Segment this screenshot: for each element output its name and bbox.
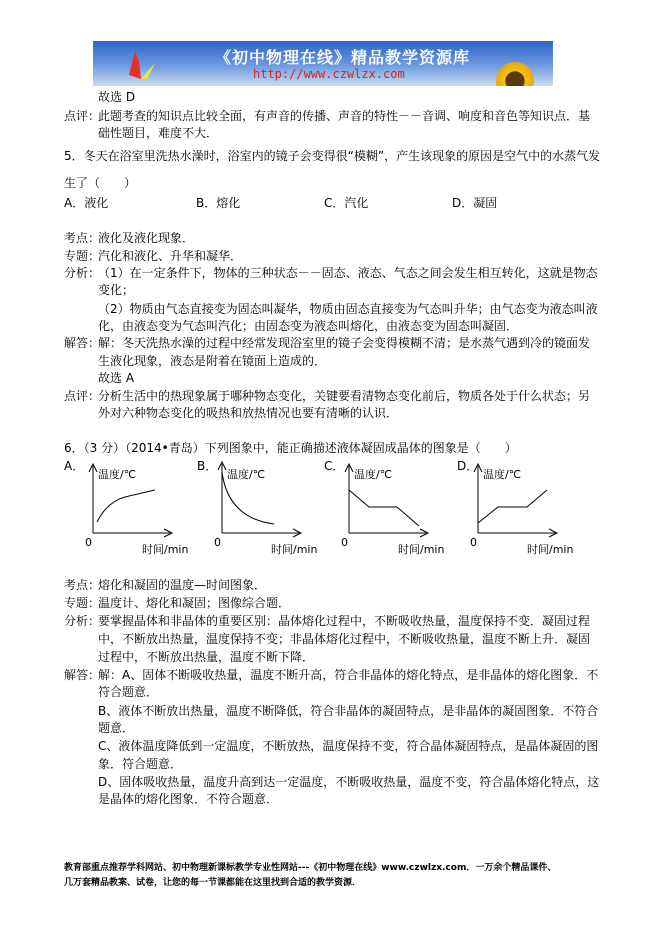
- label: 考点：: [64, 578, 101, 592]
- label: 分析：: [64, 614, 101, 628]
- x-axis: [93, 529, 172, 537]
- option-a: A．: [64, 459, 85, 473]
- label: 点评：: [64, 109, 101, 123]
- header-banner: [93, 41, 553, 86]
- text-line: 温度计、熔化和凝固；图像综合题．: [98, 596, 291, 610]
- y-axis: [345, 464, 353, 533]
- x-label: 时间/min: [142, 543, 189, 556]
- text-line: （2）物质由气态直接变为固态叫凝华，物质由固态直接变为气态叫升华；由气态变为液态叫液: [98, 302, 598, 316]
- text-line: 解：冬天洗热水澡的过程中经常发现浴室里的镜子会变得模糊不清；是水蒸气遇到冷的镜面发: [98, 336, 591, 350]
- option-b: B．熔化: [196, 196, 241, 210]
- sunflower-image: [493, 59, 537, 86]
- text-line: 外对六种物态变化的吸热和放热情况也要有清晰的认识．: [98, 406, 399, 420]
- logo-icon: [121, 49, 161, 83]
- label: 专题：: [64, 596, 101, 610]
- label: 解答：: [64, 668, 101, 682]
- origin-label: 0: [341, 536, 348, 549]
- question-stem: 生了（ ）: [64, 176, 137, 190]
- question-stem: 6．（3 分）（2014•青岛）下列图象中，能正确描述液体凝固成晶体的图象是（ ）: [64, 441, 517, 455]
- text-line: D、固体吸收热量，温度升高到达一定温度，不断吸收热量，温度不变，符合晶体熔化特点，这: [98, 775, 600, 789]
- graph-d: [470, 460, 595, 560]
- text-line: 要掌握晶体和非晶体的重要区别：晶体熔化过程中，不断吸收热量，温度保持不变．凝固过程: [98, 614, 591, 628]
- curve-a: [97, 490, 155, 522]
- y-label: 温度/℃: [483, 468, 522, 481]
- text-line: 液化及液化现象．: [98, 231, 195, 245]
- label: 考点：: [64, 231, 101, 245]
- origin-label: 0: [470, 536, 477, 549]
- y-label: 温度/℃: [354, 468, 393, 481]
- x-axis: [478, 529, 557, 537]
- x-label: 时间/min: [398, 543, 445, 556]
- x-label: 时间/min: [527, 543, 574, 556]
- label: 点评：: [64, 389, 101, 403]
- curve-c: [349, 490, 419, 526]
- option-c: C．: [324, 459, 345, 473]
- x-axis: [222, 529, 301, 537]
- text-line: 中，不断放出热量，温度保持不变；非晶体熔化过程中，不断吸收热量，温度不断上升．凝固: [98, 632, 591, 646]
- option-d: D．凝固: [452, 196, 498, 210]
- footer-line: 几万套精品教案、试卷，让您的每一节课都能在这里找到合适的教学资源．: [64, 878, 362, 888]
- option-c: C．汽化: [324, 196, 369, 210]
- x-label: 时间/min: [271, 543, 318, 556]
- text-line: 础性题目，难度不大．: [98, 126, 219, 140]
- label: 解答：: [64, 336, 101, 350]
- question-stem: 5．冬天在浴室里洗热水澡时，浴室内的镜子会变得很“模糊”，产生该现象的原因是空气中的水蒸气发: [64, 149, 601, 163]
- y-label: 温度/℃: [98, 468, 137, 481]
- label: 分析：: [64, 266, 101, 280]
- banner-url: http://www.czwlzx.com: [253, 67, 405, 81]
- graph-b: [214, 460, 339, 560]
- option-d: D．: [457, 459, 479, 473]
- graph-a: [85, 460, 210, 560]
- text-line: 象．符合题意．: [98, 757, 183, 771]
- x-axis: [349, 529, 428, 537]
- label: 专题：: [64, 249, 101, 263]
- text-line: B、液体不断放出热量，温度不断降低，符合非晶体的凝固特点，是非晶体的凝固图象．不符合: [98, 704, 599, 718]
- y-label: 温度/℃: [227, 468, 266, 481]
- text-line: 熔化和凝固的温度—时间图象．: [98, 578, 267, 592]
- banner-title: 《初中物理在线》精品教学资源库: [215, 48, 471, 67]
- text-line: 是晶体的熔化图象．不符合题意．: [98, 792, 279, 806]
- text-line: 化，由液态变为气态叫汽化；由固态变为液态叫熔化，由液态变为固态叫凝固．: [98, 319, 519, 333]
- text-line: 解：A、固体不断吸收热量，温度不断升高，符合非晶体的熔化特点，是非晶体的熔化图象．不: [98, 668, 599, 682]
- y-axis: [89, 464, 97, 533]
- text-line: 变化；: [98, 283, 135, 297]
- option-b: B．: [197, 459, 218, 473]
- text-line: 分析生活中的热现象属于哪种物态变化，关键要看清物态变化前后，物质各处于什么状态；另: [98, 389, 591, 403]
- text-line: 此题考查的知识点比较全面，有声音的传播、声音的特性－－音调、响度和音色等知识点．基: [98, 109, 591, 123]
- option-a: A．液化: [64, 196, 109, 210]
- text-line: 生液化现象，液态是附着在镜面上造成的．: [98, 354, 327, 368]
- origin-label: 0: [85, 536, 92, 549]
- graph-c: [341, 460, 466, 560]
- origin-label: 0: [214, 536, 221, 549]
- text-line: C、液体温度降低到一定温度，不断放热，温度保持不变，符合晶体凝固特点，是晶体凝固的图: [98, 739, 599, 753]
- text-line: （1）在一定条件下，物体的三种状态－－固态、液态、气态之间会发生相互转化，这就是物态: [98, 266, 598, 280]
- text-line: 汽化和液化、升华和凝华．: [98, 249, 243, 263]
- text-line: 故选 A: [98, 371, 135, 385]
- footer-line: 教育部重点推荐学科网站、初中物理新课标教学专业性网站---《初中物理在线》www.czwlzx.com．一万余个精品课件、: [64, 863, 557, 873]
- text-line: 题意．: [98, 721, 135, 735]
- curve-d: [478, 490, 547, 523]
- answer-line: 故选 D: [98, 90, 136, 104]
- text-line: 过程中，不断放出热量，温度不断下降．: [98, 650, 315, 664]
- text-line: 符合题意．: [98, 685, 159, 699]
